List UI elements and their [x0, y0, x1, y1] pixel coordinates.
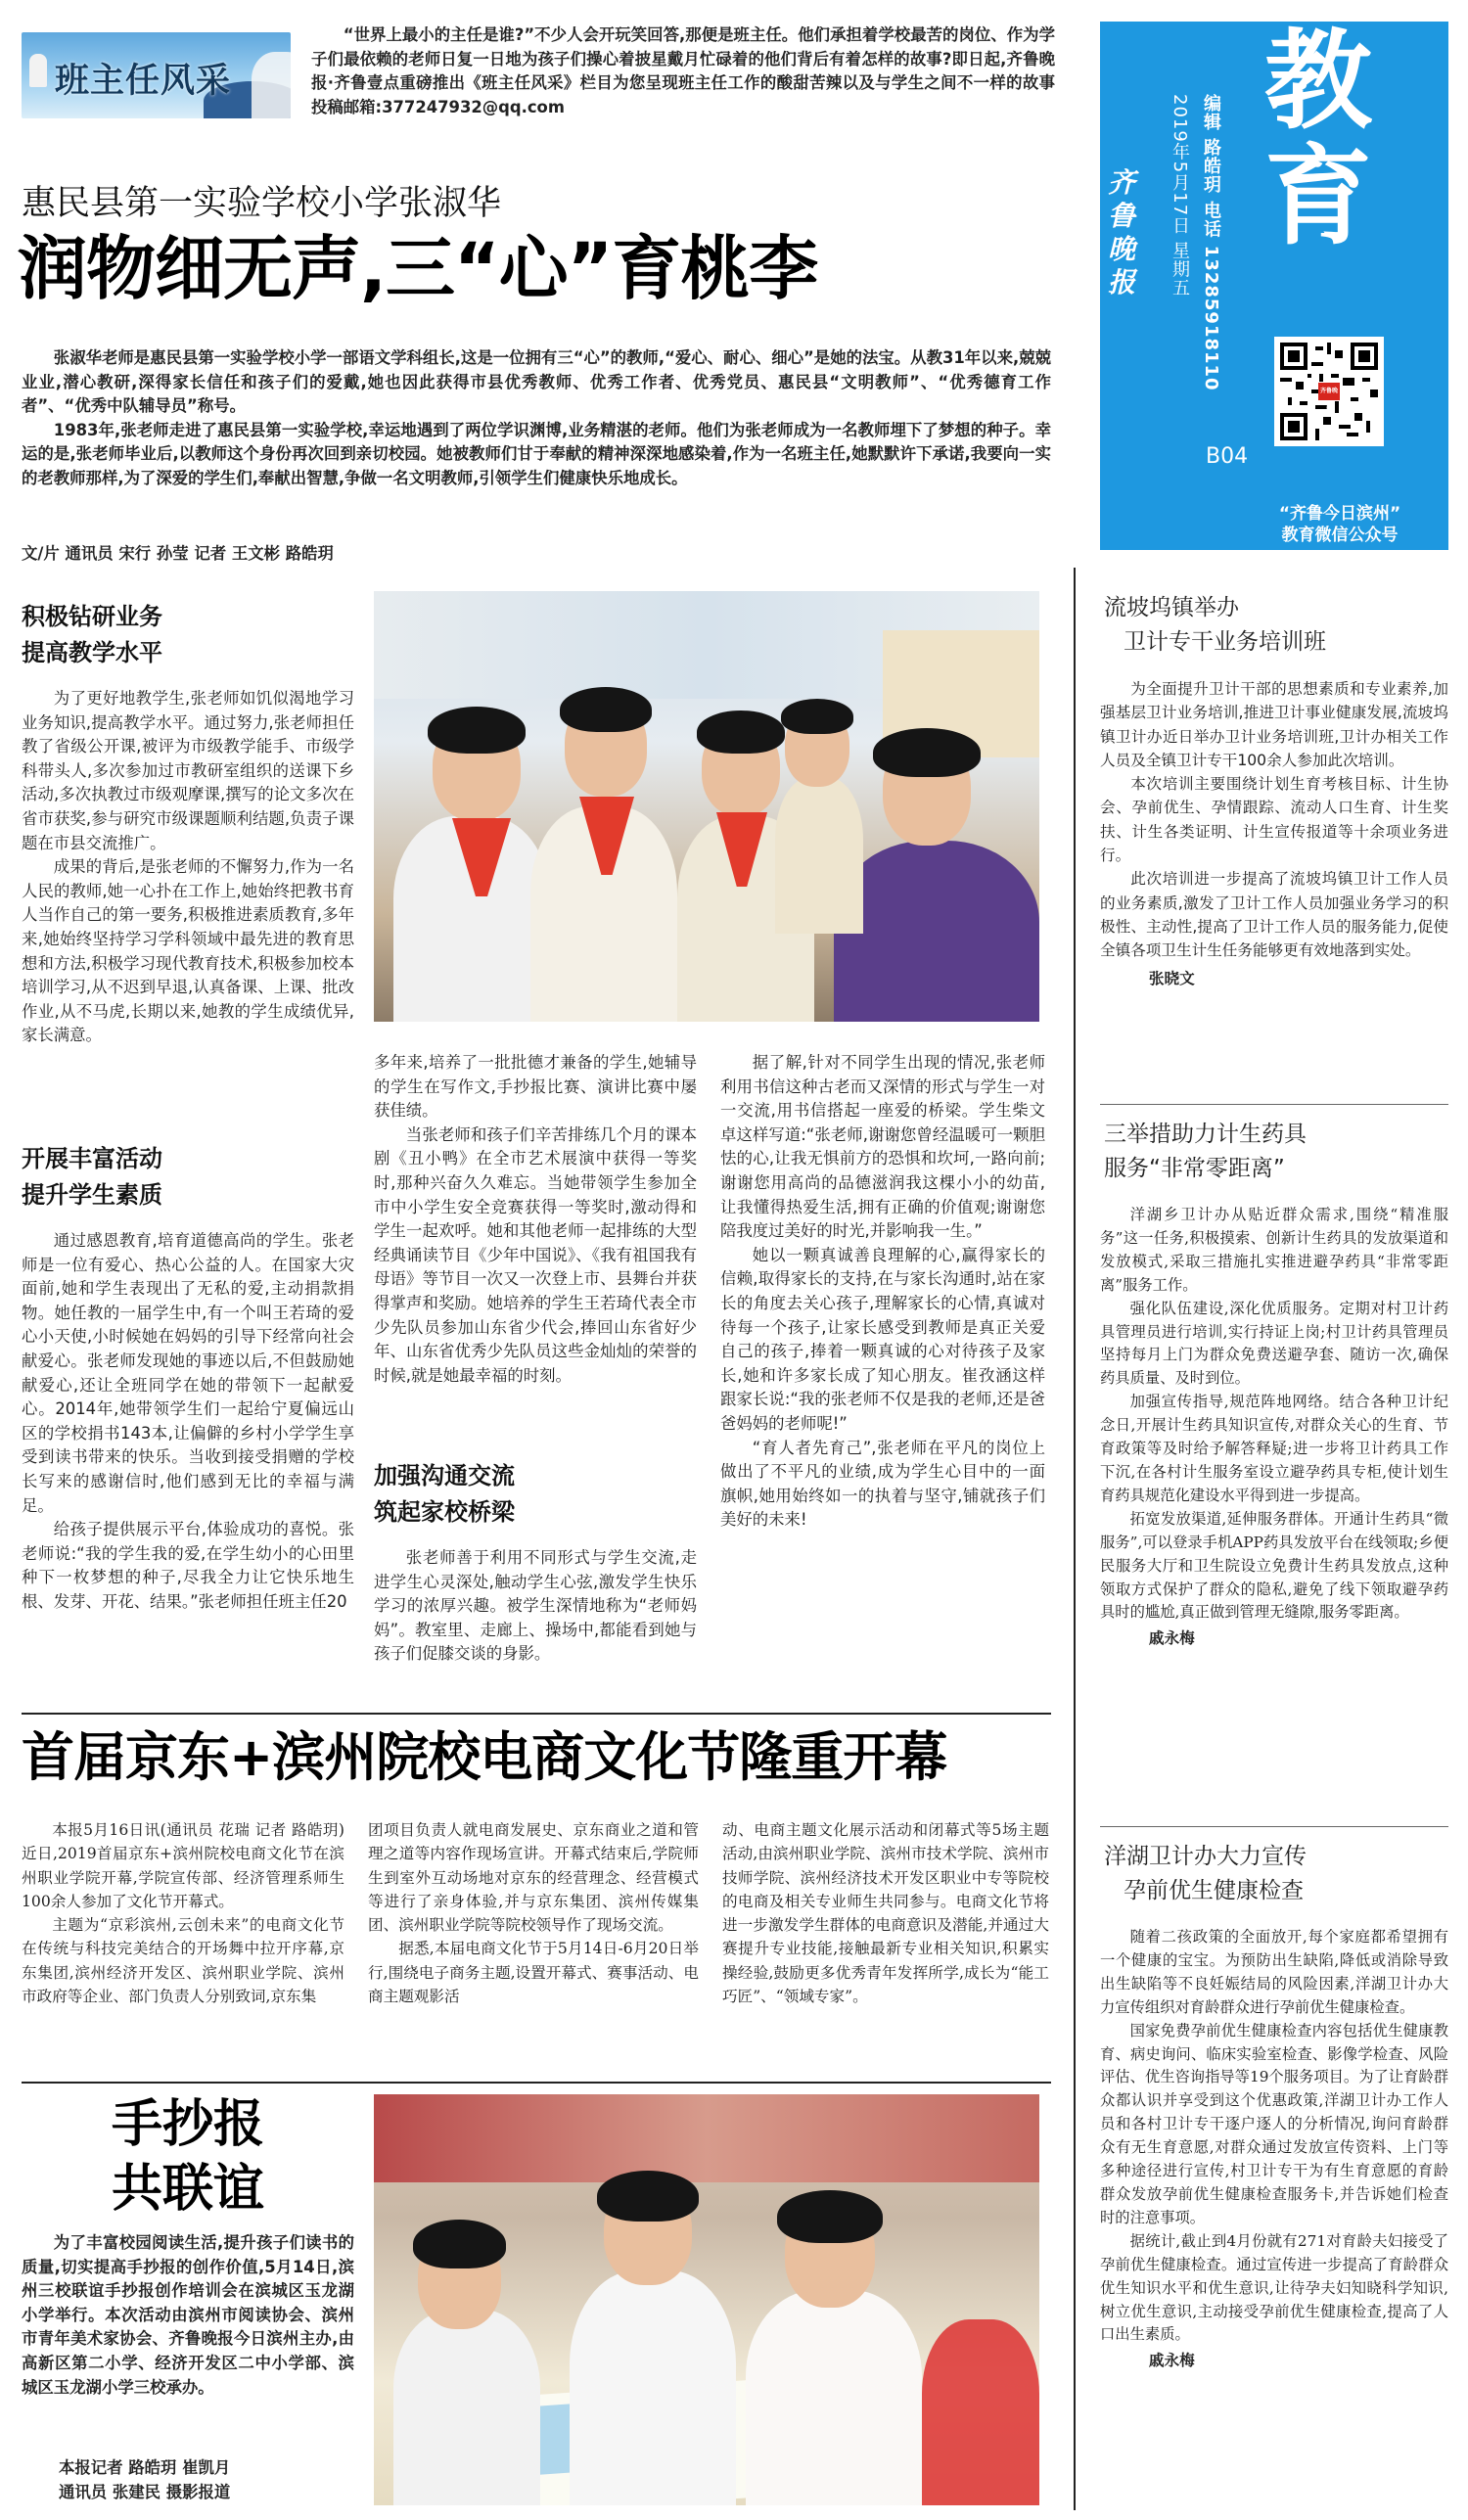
jd-col-1: 本报5月16日讯(通讯员 花瑞 记者 路皓玥) 近日,2019首届京东+滨州院校电商文化节在滨州职业学院开幕,学院宣传部、经济管理系师生100余人参加了文化节开幕式。 主题为“京彩滨州,云创未来”的电商文化节在传统与科技完美结合的开场舞中拉开序幕,京东集团,滨州经济开发区、滨州职业学院、滨州市政府等企业、部门负责人分别致词,京东集 [22, 1821, 344, 2006]
col3-body: 据了解,针对不同学生出现的情况,张老师利用书信这种古老而又深情的形式与学生一对一交流,用书信搭起一座爱的桥梁。学生柴文卓这样写道:“张老师,谢谢您曾经温暖可一颗胆怯的心,让我无惧前方的恐惧和坎坷,一路向前;谢谢您用高尚的品德滋润我这棵小小的幼苗,让我懂得热爱生活,拥有正确的价值观;谢谢您陪我度过美好的时光,并影响我一生。” 她以一颗真诚善良理解的心,赢得家长的信赖,取得家长的支持,在与家长沟通时,站在家长的角度去关心孩子,理解家长的心情,真诚对待每一个孩子,让家长感受到教师是真正关爱自己的孩子,捧着一颗真诚的心对待孩子及家长,她和许多家长成了知心朋友。崔孜涵这样跟家长说:“我的张老师不仅是我的老师,还是爸爸妈妈的老师呢!” “育人者先育己”,张老师在平凡的岗位上做出了不平凡的业绩,成为学生心目中的一面旗帜,她用始终如一的执着与坚守,铺就孩子们美好的未来! [720, 1053, 1045, 1530]
right-article-1-body: 为全面提升卫计干部的思想素质和专业素养,加强基层卫计业务培训,推进卫计事业健康发展,流坡坞镇卫计办近日举办卫计业务培训班,卫计办相关工作人员及全镇卫计专干100余人参加此次培训。 本次培训主要围绕计划生育考核目标、计生协会、孕前优生、孕情跟踪、流动人口生育、计生奖扶、计生各类证明、计生宣传报道等十余项业务进行。 此次培训进一步提高了流坡坞镇卫计工作人员的业务素质,激发了卫计工作人员加强业务学习的积极性、主动性,提高了卫计工作人员的服务能力,促使全镇各项卫生计生任务能够更有效地落到实处。 [1100, 680, 1448, 960]
handcopy-sign: 本报记者 路皓玥 崔凯月 通讯员 张建民 摄影报道 [59, 2458, 231, 2501]
section-body-1: 为了更好地教学生,张老师如饥似渴地学习业务知识,提高教学水平。通过努力,张老师担任教了省级公开课,被评为市级教学能手、市级学科带头人,多次参加过市教研室组织的送课下乡活动,多次执教过市级观摩课,撰写的论文多次在省市获奖,参与研究市级课题顺利结题,负责子课题在市县交流推广。 成果的背后,是张老师的不懈努力,作为一名人民的教师,她一心扑在工作上,她始终把教书育人当作自己的第一要务,积极推进素质教育,多年来,她始终坚持学习学科领域中最先进的教育思想和方法,积极学习现代教育技术,积极参加校本培训学习,从不迟到早退,认真备课、上课、批改作业,从不马虎,长期以来,她教的学生成绩优异,家长满意。 [22, 689, 354, 1045]
main-kicker: 惠民县第一实验学校小学张淑华 [22, 184, 502, 223]
column-label: 班主任风采 [55, 62, 232, 101]
qr-code [1274, 337, 1384, 446]
main-lead [22, 346, 1051, 491]
section-title-1: 积极钻研业务 提高教学水平 [22, 603, 162, 666]
right-article-1-sign: 张晓文 [1148, 969, 1195, 987]
right-article-3-title: 洋湖卫计办大力宣传 孕前优生健康检查 [1104, 1844, 1307, 1903]
qr-caption [1227, 503, 1452, 546]
horizontal-divider [22, 1713, 1051, 1715]
section-title-2: 开展丰富活动 提升学生素质 [22, 1145, 162, 1209]
lead-paragraph: 张淑华老师是惠民县第一实验学校小学一部语文学科组长,这是一位拥有三“心”的教师,“爱心、耐心、细心”是她的法宝。从教31年以来,兢兢业业,潜心教研,深得家长信任和孩子们的爱戴,她也因此获得市县优秀教师、优秀工作者、优秀党员、惠民县“文明教师”、“优秀德育工作者”、“优秀中队辅导员”称号。 [22, 348, 1051, 416]
section-title: 教育 [1264, 19, 1372, 259]
column-intro: “世界上最小的主任是谁?”不少人会开玩笑回答,那便是班主任。他们承担着学校最苦的岗位、作为学子们最依赖的老师日复一日地为孩子们操心着披星戴月忙碌着的他们背后有着怎样的故事?即日起,齐鲁晚报·齐鲁壹点重磅推出《班主任风采》栏目为您呈现班主任工作的酸甜苦辣以及与学生之间不一样的故事投稿邮箱:377247932@qq.com [311, 25, 1055, 116]
jd-headline: 首届京东+滨州院校电商文化节隆重开幕 [22, 1726, 947, 1788]
section-title-3: 加强沟通交流 筑起家校桥梁 [374, 1462, 515, 1526]
right-article-2-sign: 戚永梅 [1148, 1629, 1195, 1648]
right-article-3-sign: 戚永梅 [1148, 2352, 1195, 2370]
editor-line: 编辑 路皓玥 电话 13285918110 [1201, 94, 1221, 391]
section-body-3: 张老师善于利用不同形式与学生交流,走进学生心灵深处,触动学生心弦,激发学生快乐学习的浓厚兴趣。被学生深情地称为“老师妈妈”。教室里、走廊上、操场中,都能看到她与孩子们促膝交谈的身影。 [374, 1548, 697, 1664]
masthead-logo: 齐鲁晚报 [1108, 166, 1136, 298]
handcopy-body: 为了丰富校园阅读生活,提升孩子们读书的质量,切实提高手抄报的创作价值,5月14日,滨州三校联谊手抄报创作培训会在滨城区玉龙湖小学举行。本次活动由滨州市阅读协会、滨州市青年美术家协会、齐鲁晚报今日滨州主办,由高新区第二小学、经济开发区二中小学部、滨城区玉龙湖小学三校承办。 [22, 2233, 354, 2397]
right-article-1 [1100, 591, 1448, 990]
right-divider [1100, 1104, 1448, 1105]
right-article-1-title: 流坡坞镇举办 卫计专干业务培训班 [1104, 595, 1326, 655]
qr-logo: 齐鲁晚报 [1318, 383, 1340, 400]
right-article-2 [1100, 1118, 1448, 1651]
date-line: 2019年5月17日 星期五 [1170, 94, 1190, 298]
right-divider [1100, 1826, 1448, 1827]
main-byline: 文/片 通讯员 宋行 孙莹 记者 王文彬 路皓玥 [22, 544, 334, 563]
handcopy-title: 手抄报 共联谊 [111, 2095, 264, 2219]
jd-col-3: 动、电商主题文化展示活动和闭幕式等5场主题活动,由滨州职业学院、滨州市技术学院、滨州市技师学院、滨州经济技术开发区职业中专等院校的电商及相关专业师生共同参与。电商文化节将进一步激发学生群体的电商意识及潜能,并通过大赛提升专业技能,接触最新专业相关知识,积累实操经验,鼓励更多优秀青年发挥所学,成长为“能工巧匠”、“领域专家”。 [722, 1821, 1049, 2006]
column-banner-image [22, 32, 291, 118]
horizontal-divider [22, 2082, 1051, 2084]
right-article-3 [1100, 1840, 1448, 2373]
main-headline: 润物细无声,三“心”育桃李 [18, 228, 818, 309]
right-article-2-body: 洋湖乡卫计办从贴近群众需求,围绕“精准服务”这一任务,积极摸索、创新计生药具的发放渠道和发放模式,采取三措施扎实推进避孕药具“非常零距离”服务工作。 强化队伍建设,深化优质服务。定期对村卫计药具管理员进行培训,实行持证上岗;村卫计药具管理员坚持每月上门为群众免费送避孕套、随访一次,确保药具质量、及时到位。 加强宣传指导,规范阵地网络。结合各种卫计纪念日,开展计生药具知识宣传,对群众关心的生育、节育政策等及时给予解答释疑;进一步将卫计药具工作下沉,在各村计生服务室设立避孕药具专柜,使计划生育药具规范化建设水平得到进一步提高。 拓宽发放渠道,延伸服务群体。开通计生药具“微服务”,可以登录手机APP药具发放平台在线领取;乡便民服务大厅和卫生院设立免费计生药具发放点,这种领取方式保护了群众的隐私,避免了线下领取避孕药具时的尴尬,真正做到管理无缝隙,服务零距离。 [1100, 1206, 1448, 1622]
qr-caption-line-1: “齐鲁今日滨州” [1278, 504, 1401, 524]
section-body-2: 通过感恩教育,培育道德高尚的学生。张老师是一位有爱心、热心公益的人。在国家大灾面前,她和学生表现出了无私的爱,主动捐款捐物。她任教的一届学生中,有一个叫王若琦的爱心小天使,小时候她在妈妈的引导下经常向社会献爱心。张老师发现她的事迹以后,不但鼓励她献爱心,还让全班同学在她的带领下一起献爱心。2014年,她带领学生们一起给宁夏偏远山区的学校捐书143本,让偏僻的乡村小学学生享受到读书带来的快乐。当收到接受捐赠的学校长写来的感谢信时,他们感到无比的幸福与满足。 给孩子提供展示平台,体验成功的喜悦。张老师说:“我的学生我的爱,在学生幼小的心田里种下一枚梦想的种子,尽我全力让它快乐地生根、发芽、开花、结果。”张老师担任班主任20 [22, 1231, 354, 1611]
lead-paragraph: 1983年,张老师走进了惠民县第一实验学校,幸运地遇到了两位学识渊博,业务精湛的老师。他们为张老师成为一名教师埋下了梦想的种子。幸运的是,张老师毕业后,以教师这个身份再次回到亲切校园。她被教师们甘于奉献的精神深深地感染着,作为一名班主任,她默默许下承诺,我要向一实的老教师那样,为了深爱的学生们,奉献出智慧,争做一名文明教师,引领学生们健康快乐地成长。 [22, 420, 1051, 487]
right-article-3-body: 随着二孩政策的全面放开,每个家庭都希望拥有一个健康的宝宝。为预防出生缺陷,降低或消除导致出生缺陷等不良妊娠结局的风险因素,洋湖卫计办大力宣传组织对育龄群众进行孕前优生健康检查。 国家免费孕前优生健康检查内容包括优生健康教育、病史询问、临床实验室检查、影像学检查、风险评估、优生咨询指导等19个服务项目。为了让育龄群众都认识并享受到这个优惠政策,洋湖卫计办工作人员和各村卫计专干逐户逐人的分析情况,询问育龄群众有无生育意愿,对群众通过发放宣传资料、上门等多种途径进行宣传,村卫计专干为有生育意愿的育龄群众发放孕前优生健康检查服务卡,并告诉她们检查时的注意事项。 据统计,截止到4月份就有271对育龄夫妇接受了孕前优生健康检查。通过宣传进一步提高了育龄群众优生知识水平和优生意识,让待孕夫妇知晓科学知识,树立优生意识,主动接受孕前优生健康检查,提高了人口出生素质。 [1100, 1928, 1448, 2344]
right-article-2-title: 三举措助力计生药具 服务“非常零距离” [1104, 1122, 1307, 1181]
col2-body: 多年来,培养了一批批德才兼备的学生,她辅导的学生在写作文,手抄报比赛、演讲比赛中屡获佳绩。 当张老师和孩子们辛苦排练几个月的课本剧《丑小鸭》在全市艺术展演中获得一等奖时,那种兴奋久久难忘。当她带领学生参加全市中小学生安全竞赛获得一等奖时,激动得和学生一起欢呼。她和其他老师一起排练的大型经典诵读节目《少年中国说》、《我有祖国我有母语》等节目一次又一次登上市、县舞台并获得掌声和奖励。她培养的学生王若琦代表全市少先队员参加山东省少代会,捧回山东省好少年、山东省优秀少先队员这些金灿灿的荣誉的时候,就是她最幸福的时刻。 [374, 1053, 697, 1385]
page-number: B04 [1206, 444, 1249, 469]
jd-col-2: 团项目负责人就电商发展史、京东商业之道和管理之道等内容作现场宣讲。开幕式结束后,学院师生到室外互动场地对京东的经营理念、经营模式等进行了亲身体验,并与京东集团、滨州传媒集团、滨州职业学院等院校领导作了现场交流。 据悉,本届电商文化节于5月14日-6月20日举行,围绕电子商务主题,设置开幕式、赛事活动、电商主题观影活 [368, 1821, 699, 2006]
vertical-divider [1074, 568, 1076, 2510]
teacher-students-photo [374, 591, 1039, 1022]
qr-caption-line-2: 教育微信公众号 [1281, 526, 1399, 545]
masthead [1100, 19, 1448, 550]
handcopy-photo [374, 2094, 1039, 2505]
